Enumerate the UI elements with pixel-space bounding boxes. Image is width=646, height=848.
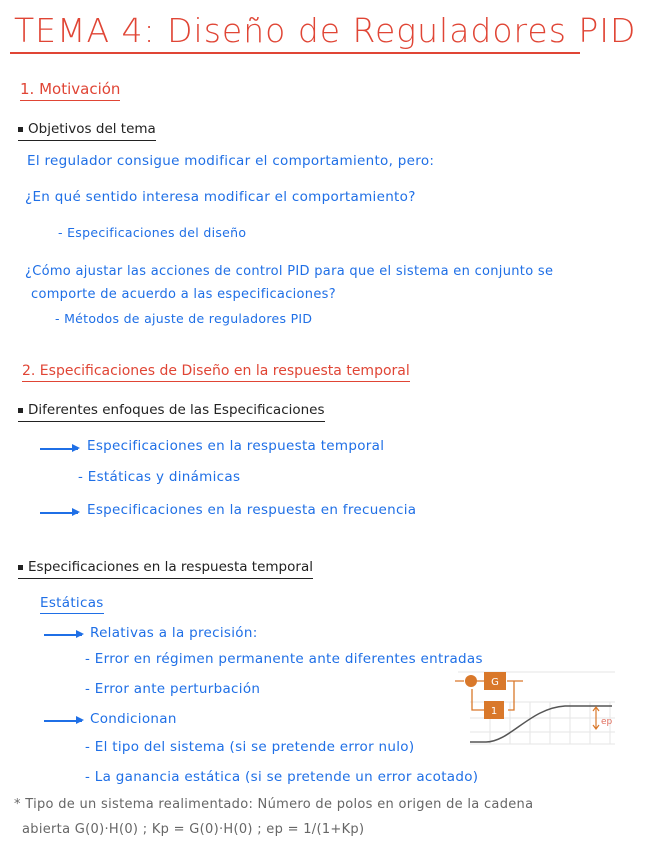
note-line: abierta G(0)·H(0) ; Kp = G(0)·H(0) ; ep = 1/(1+Kp) (22, 822, 365, 837)
arrow-icon (44, 634, 82, 636)
approaches-label: Diferentes enfoques de las Especificaciones (28, 402, 325, 418)
text-line: - El tipo del sistema (si se pretende error nulo) (85, 739, 415, 755)
text-line: - Estáticas y dinámicas (78, 469, 241, 485)
objectives-heading (18, 123, 156, 141)
text-line: Relativas a la precisión: (90, 625, 258, 641)
step-response-diagram (450, 670, 620, 750)
bullet-icon (18, 565, 23, 570)
text-line: Especificaciones en la respuesta en frecuencia (87, 502, 417, 518)
text-line: - Error en régimen permanente ante diferentes entradas (85, 651, 483, 667)
title-underline (10, 52, 580, 54)
text-line: Condicionan (90, 711, 177, 727)
bullet-icon (18, 408, 23, 413)
section-2-heading: 2. Especificaciones de Diseño en la respuesta temporal (22, 364, 410, 382)
text-line: comporte de acuerdo a las especificaciones? (31, 287, 336, 302)
text-line: - Especificaciones del diseño (58, 225, 247, 240)
text-line: ¿Cómo ajustar las acciones de control PID para que el sistema en conjunto se (25, 264, 554, 279)
bullet-icon (18, 127, 23, 132)
error-label: ep (601, 717, 613, 727)
text-line: Especificaciones en la respuesta temporal (87, 438, 385, 454)
arrow-icon (44, 720, 82, 722)
text-line: - Métodos de ajuste de reguladores PID (55, 311, 313, 326)
text-line: - La ganancia estática (si se pretende un error acotado) (85, 769, 479, 785)
section-1-heading: 1. Motivación (20, 82, 120, 101)
objectives-label: Objetivos del tema (28, 121, 156, 137)
temporal-label: Especificaciones en la respuesta temporal (28, 559, 313, 575)
arrow-icon (40, 512, 78, 514)
static-heading: Estáticas (40, 597, 104, 614)
approaches-heading (18, 404, 325, 422)
summing-junction-icon (465, 675, 477, 687)
text-line: ¿En qué sentido interesa modificar el comportamiento? (25, 189, 416, 205)
page-title: TEMA 4: Diseño de Reguladores PID (14, 11, 637, 50)
block-h-label: 1 (490, 706, 498, 717)
block-g-label: G (491, 677, 499, 688)
text-line: El regulador consigue modificar el comportamiento, pero: (27, 153, 435, 169)
arrow-icon (40, 448, 78, 450)
temporal-heading (18, 561, 313, 579)
note-line: * Tipo de un sistema realimentado: Número de polos en origen de la cadena (14, 797, 534, 812)
text-line: - Error ante perturbación (85, 681, 261, 697)
